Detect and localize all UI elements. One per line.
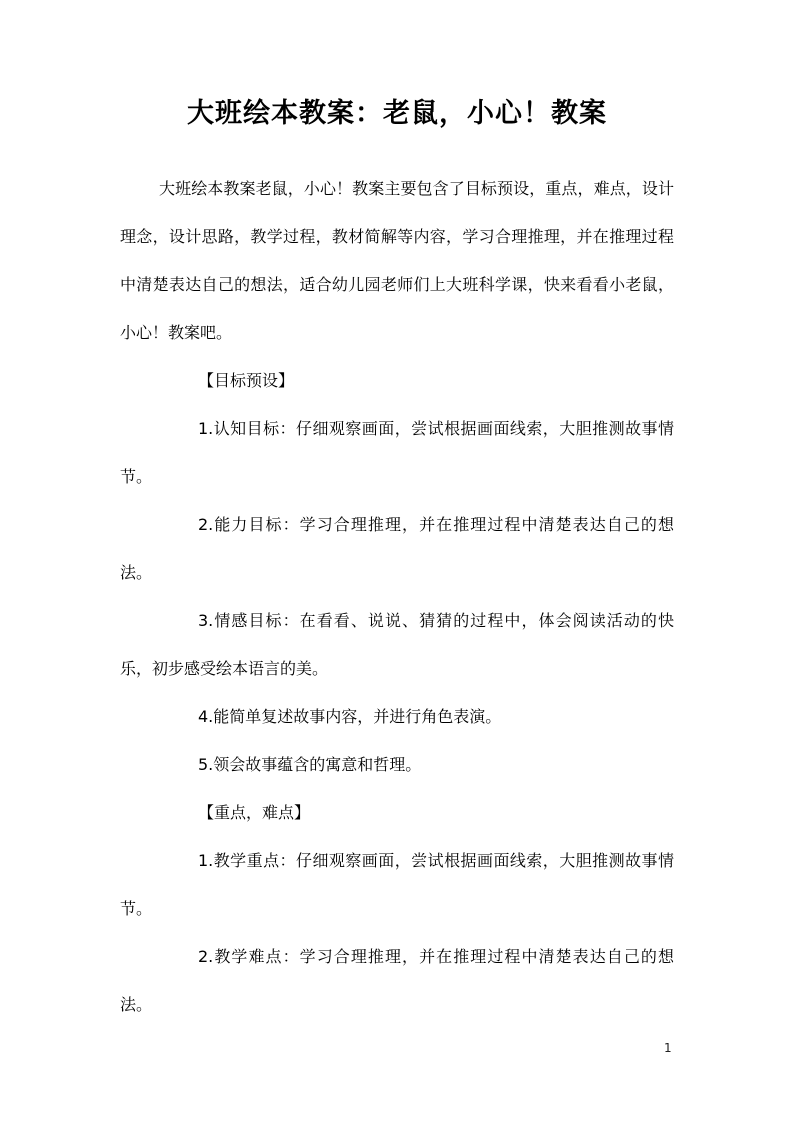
- goal-item-retell: 4.能简单复述故事内容，并进行角色表演。: [198, 707, 502, 726]
- difficulty-item: 2.教学难点：学习合理推理，并在推理过程中清楚表达自己的想法。: [120, 947, 674, 1014]
- goal-item-ability: 2.能力目标：学习合理推理，并在推理过程中清楚表达自己的想法。: [120, 515, 674, 582]
- section-heading-key-points: 【重点，难点】: [198, 803, 311, 822]
- key-point-item: 1.教学重点：仔细观察画面，尝试根据画面线索，大胆推测故事情节。: [120, 851, 674, 918]
- intro-paragraph: 大班绘本教案老鼠，小心！教案主要包含了目标预设，重点，难点，设计理念，设计思路，教学过程，教材简解等内容，学习合理推理，并在推理过程中清楚表达自己的想法，适合幼儿园老师们上大班科学课，快来看看小老鼠，小心！教案吧。: [120, 179, 674, 342]
- goal-item-meaning: 5.领会故事蕴含的寓意和哲理。: [198, 755, 422, 774]
- section-heading-goals: 【目标预设】: [198, 371, 295, 390]
- document-title: 大班绘本教案：老鼠，小心！教案: [187, 98, 607, 129]
- goal-item-cognitive: 1.认知目标：仔细观察画面，尝试根据画面线索，大胆推测故事情节。: [120, 419, 674, 486]
- page-number: 1: [664, 1041, 672, 1055]
- document-body: [120, 165, 674, 1029]
- goal-item-emotion: 3.情感目标：在看看、说说、猜猜的过程中，体会阅读活动的快乐，初步感受绘本语言的美。: [120, 611, 674, 678]
